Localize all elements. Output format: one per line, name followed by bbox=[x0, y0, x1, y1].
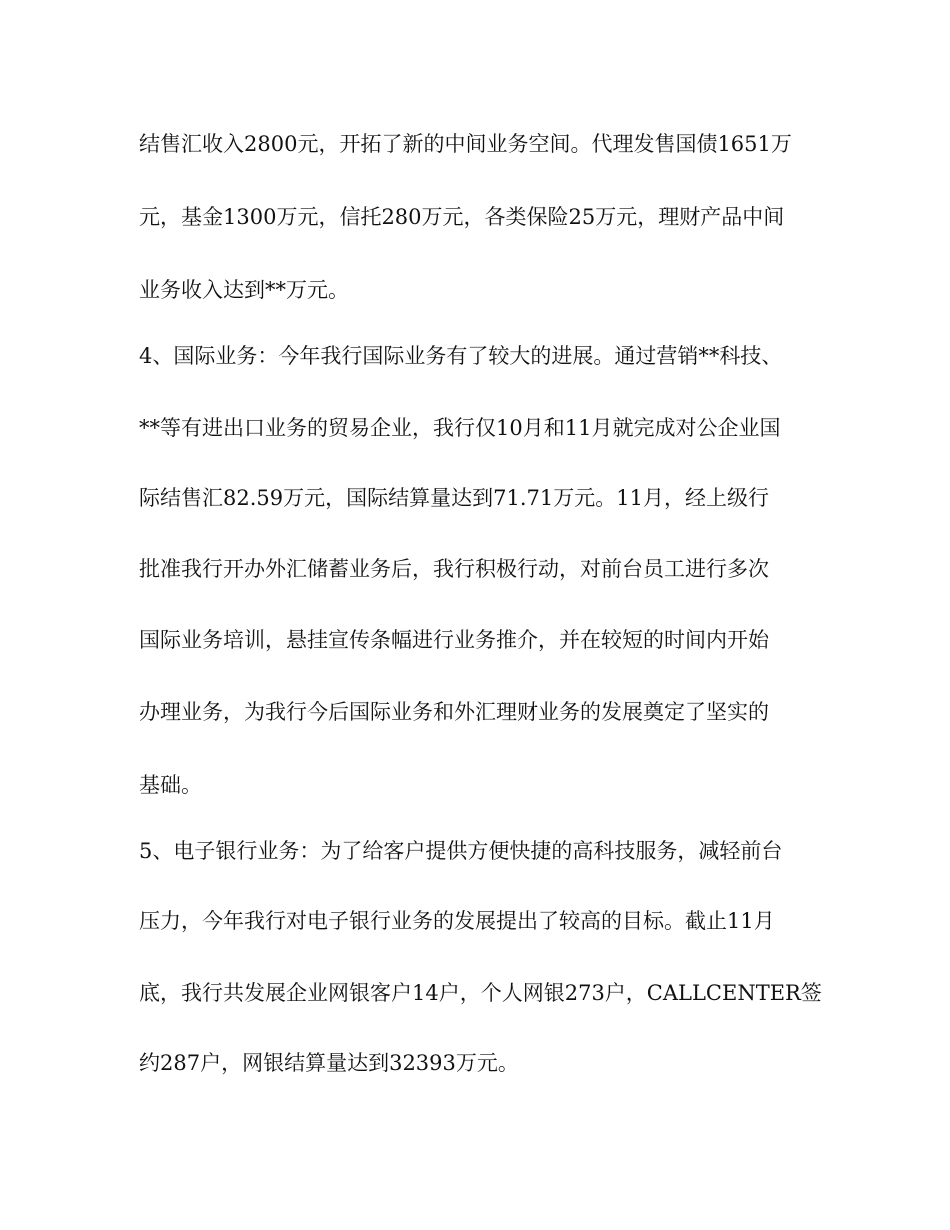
text-line-12: 压力，今年我行对电子银行业务的发展提出了较高的目标。截止11月 bbox=[139, 909, 775, 933]
text-line-13: 底，我行共发展企业网银客户14户，个人网银273户，CALLCENTER签 bbox=[139, 981, 822, 1005]
text-line-6: 际结售汇82.59万元，国际结算量达到71.71万元。11月，经上级行 bbox=[139, 486, 769, 510]
text-line-11: 5、电子银行业务：为了给客户提供方便快捷的高科技服务，减轻前台 bbox=[139, 839, 783, 863]
text-line-10: 基础。 bbox=[139, 773, 202, 797]
text-line-1: 结售汇收入2800元，开拓了新的中间业务空间。代理发售国债1651万 bbox=[139, 132, 792, 156]
text-line-2: 元，基金1300万元，信托280万元，各类保险25万元，理财产品中间 bbox=[139, 205, 785, 229]
text-line-3: 业务收入达到**万元。 bbox=[139, 278, 349, 302]
text-line-14: 约287户，网银结算量达到32393万元。 bbox=[139, 1051, 519, 1075]
text-line-7: 批准我行开办外汇储蓄业务后，我行积极行动，对前台员工进行多次 bbox=[139, 557, 769, 581]
text-line-4: 4、国际业务：今年我行国际业务有了较大的进展。通过营销**科技、 bbox=[139, 344, 783, 368]
text-line-8: 国际业务培训，悬挂宣传条幅进行业务推介，并在较短的时间内开始 bbox=[139, 628, 769, 652]
text-line-5: **等有进出口业务的贸易企业，我行仅10月和11月就完成对公企业国 bbox=[139, 416, 781, 440]
text-line-9: 办理业务，为我行今后国际业务和外汇理财业务的发展奠定了坚实的 bbox=[139, 700, 769, 724]
